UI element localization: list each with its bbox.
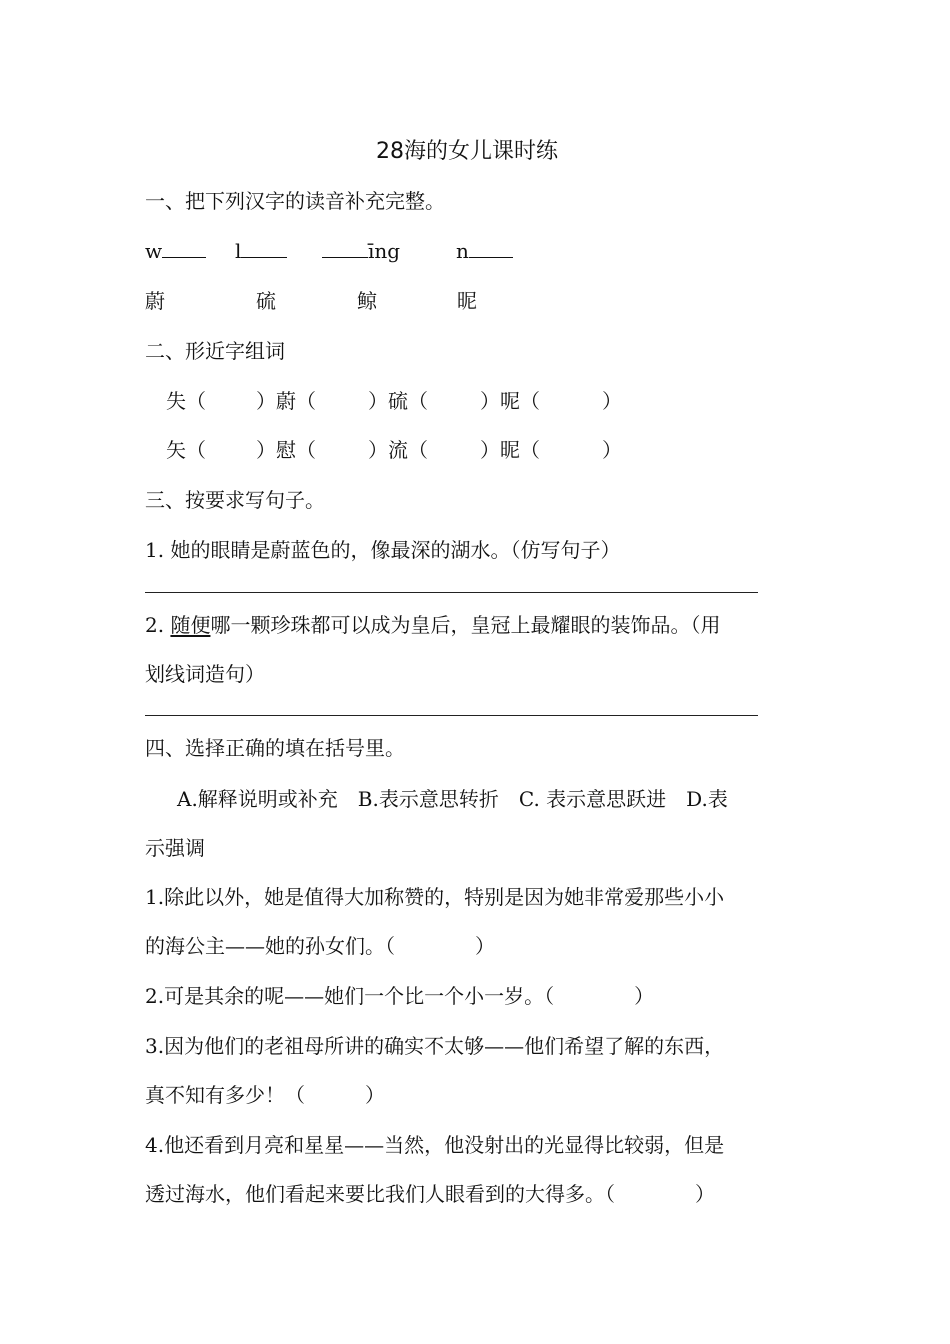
pinyin-blank-4[interactable] [456, 241, 513, 261]
char-2: 硫 [256, 289, 276, 313]
options-line-2: 示强调 [145, 836, 205, 860]
pinyin-blank-3[interactable] [322, 241, 400, 261]
paren-open: （ [296, 438, 316, 462]
char: 昵 [500, 438, 520, 462]
section4-heading: 四、选择正确的填在括号里。 [145, 736, 405, 760]
paren-close: ） [368, 438, 388, 462]
choice-question-1: 1.除此以外，她是值得大加称赞的，特别是因为她非常爱那些小小 [145, 885, 725, 909]
choice-question-2[interactable]: 2.可是其余的呢——她们一个比一个小一岁。（ ） [145, 984, 655, 1008]
sentence-question-1: 1. 她的眼睛是蔚蓝色的，像最深的湖水。（仿写句子） [145, 538, 621, 562]
section1-heading: 一、把下列汉字的读音补充完整。 [145, 189, 445, 213]
paren-open: （ [186, 438, 206, 462]
pinyin-hint: īng [368, 239, 401, 263]
answer-line-2[interactable] [145, 715, 758, 716]
pinyin-hint: n [456, 239, 469, 263]
pinyin-blank-1[interactable] [145, 241, 206, 261]
choice-question-3: 3.因为他们的老祖母所讲的确实不太够——他们希望了解的东西， [145, 1034, 725, 1058]
section3-heading: 三、按要求写句子。 [145, 488, 325, 512]
char: 蔚 [276, 389, 296, 413]
paren-close: ） [480, 438, 500, 462]
paren-close: ） [602, 438, 622, 462]
underlined-word: 随便 [170, 613, 211, 637]
sentence-question-2-cont: 划线词造句） [145, 662, 265, 686]
pinyin-blank-2[interactable] [235, 241, 287, 261]
char-4: 昵 [457, 289, 477, 313]
paren-close: ） [368, 389, 388, 413]
choice-question-3-cont[interactable]: 真不知有多少！（ ） [145, 1083, 385, 1107]
paren-open: （ [186, 389, 206, 413]
paren-close: ） [480, 389, 500, 413]
choice-question-4-cont[interactable]: 透过海水，他们看起来要比我们人眼看到的大得多。（ ） [145, 1182, 715, 1206]
paren-open: （ [408, 438, 428, 462]
char: 流 [388, 438, 408, 462]
char: 硫 [388, 389, 408, 413]
paren-open: （ [296, 389, 316, 413]
char: 矢 [166, 438, 186, 462]
paren-close: ） [602, 389, 622, 413]
choice-question-4: 4.他还看到月亮和星星——当然，他没射出的光显得比较弱，但是 [145, 1133, 725, 1157]
choice-question-1-cont[interactable]: 的海公主——她的孙女们。（ ） [145, 934, 495, 958]
options-line-1: A.解释说明或补充 B.表示意思转折 C. 表示意思跃进 D.表 [177, 787, 728, 811]
question-text: 哪一颗珍珠都可以成为皇后，皇冠上最耀眼的装饰品。（用 [210, 613, 721, 637]
pinyin-hint: w [145, 239, 163, 263]
char: 失 [166, 389, 186, 413]
char-3: 鲸 [357, 289, 377, 313]
paren-close: ） [256, 389, 276, 413]
pinyin-hint: l [235, 239, 242, 263]
sentence-question-2 [145, 615, 720, 635]
paren-close: ） [256, 438, 276, 462]
paren-open: （ [520, 438, 540, 462]
char-1: 蔚 [145, 289, 165, 313]
paren-open: （ [520, 389, 540, 413]
char: 呢 [500, 389, 520, 413]
word-pair-row-1 [166, 391, 622, 411]
char: 慰 [276, 438, 296, 462]
word-pair-row-2 [166, 440, 622, 460]
paren-open: （ [408, 389, 428, 413]
page-title: 28海的女儿课时练 [376, 139, 558, 164]
answer-line-1[interactable] [145, 592, 758, 593]
section2-heading: 二、形近字组词 [145, 339, 285, 363]
question-number: 2. [145, 613, 171, 637]
